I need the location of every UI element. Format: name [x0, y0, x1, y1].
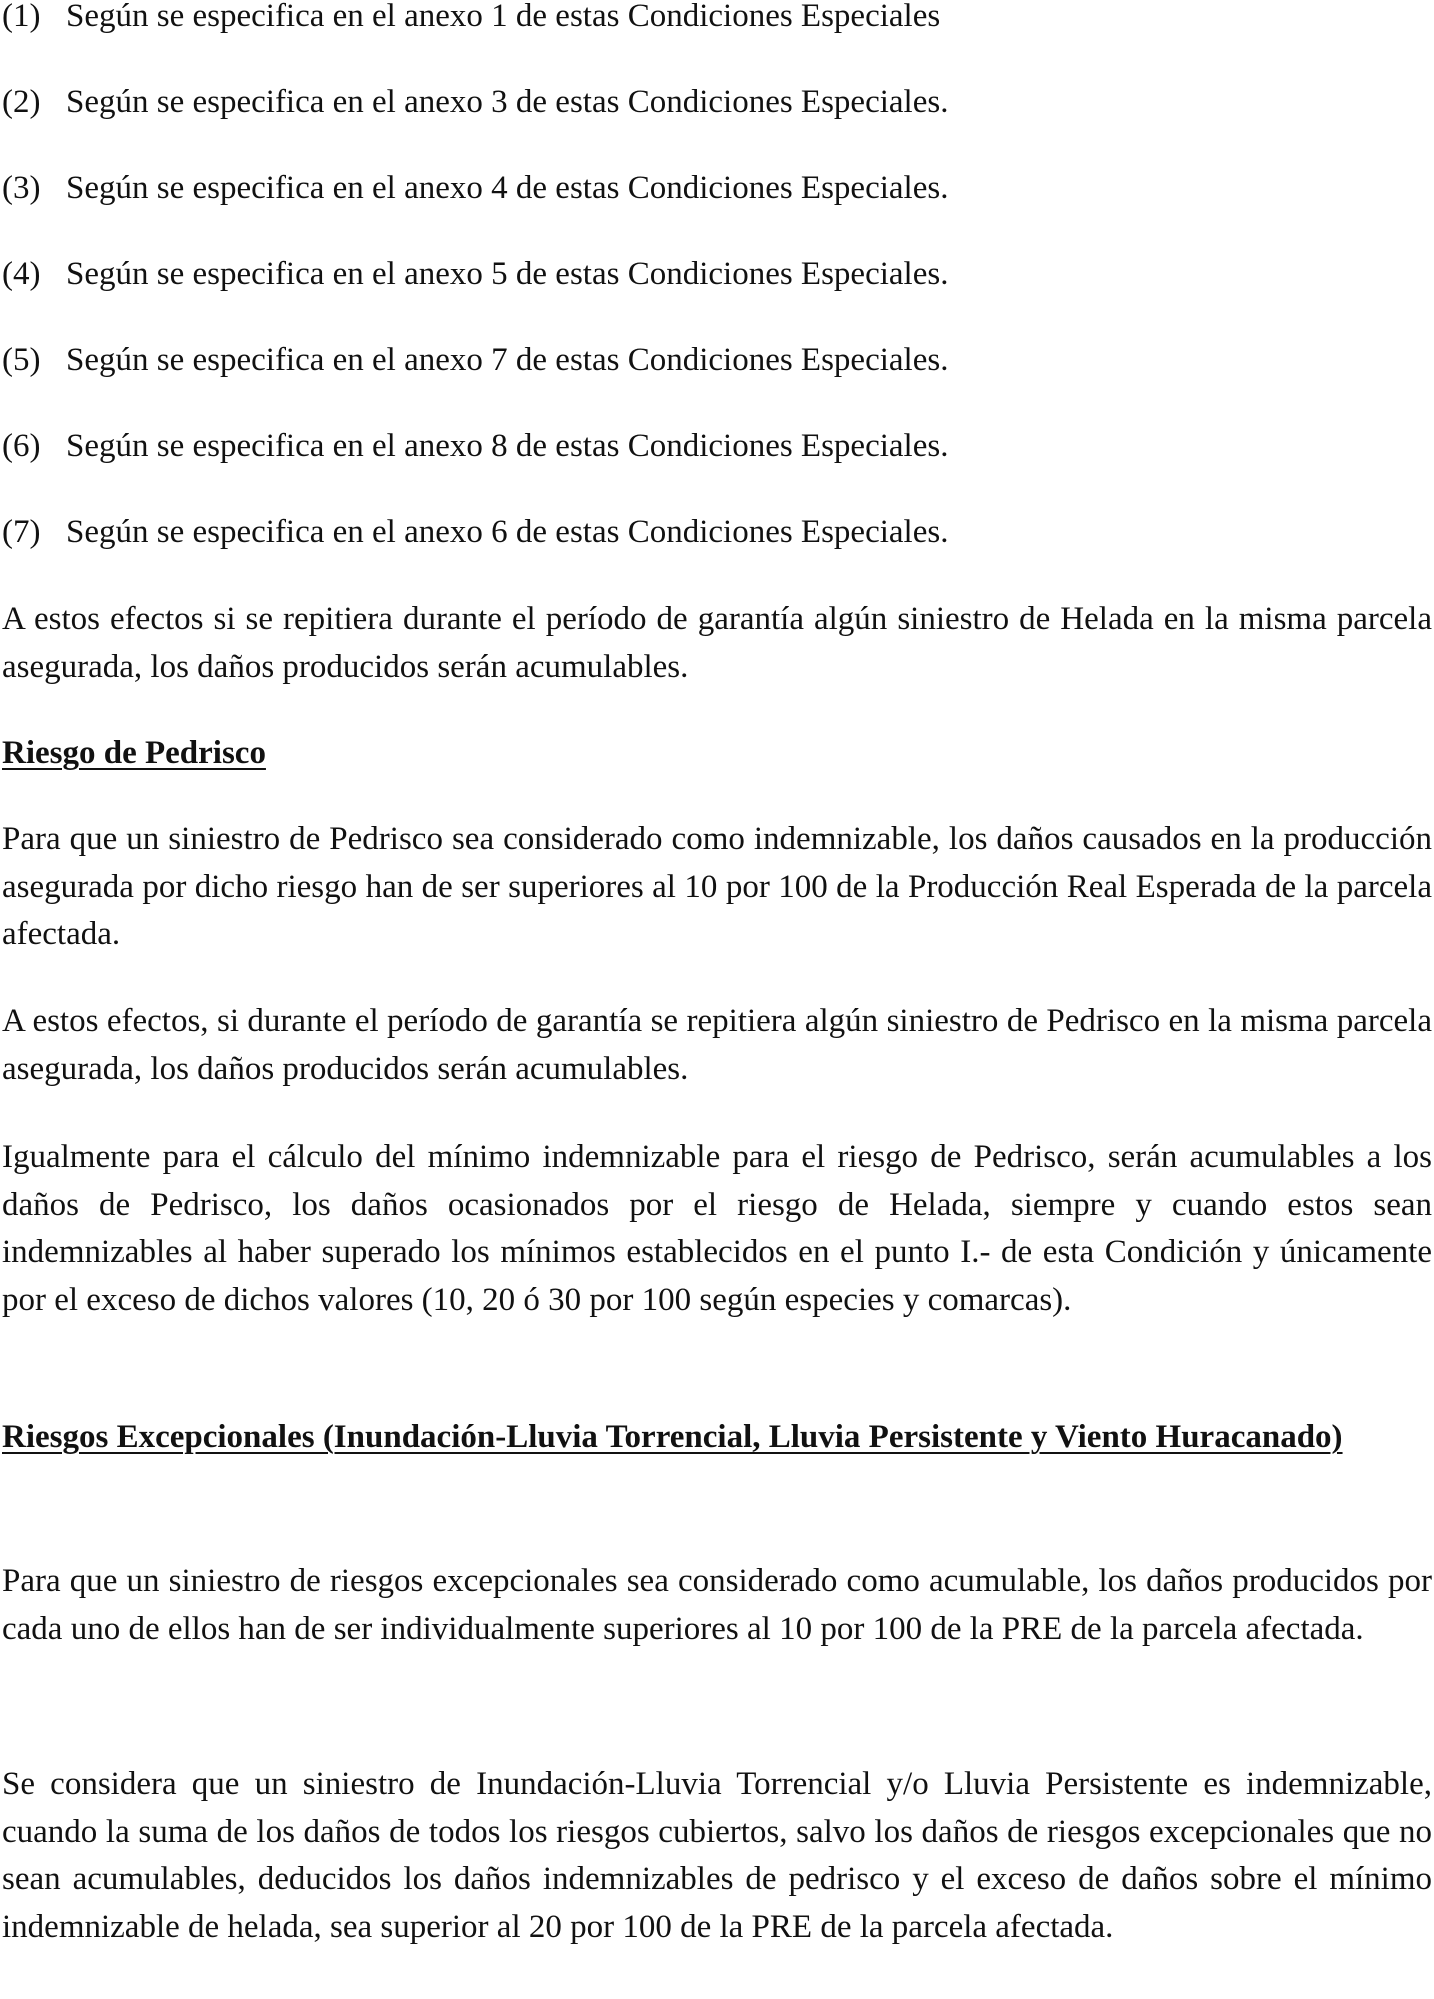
- excepcionales-paragraph-2: Se considera que un siniestro de Inundación-Lluvia Torrencial y/o Lluvia Persistente es indemnizable, cuando la suma de los daños de todos los riesgos cubiertos, salvo los daños de riesgos excepcionales que no sean acumulables, deducidos los daños indemnizables de pedrisco y el exceso de daños sobre el mínimo indemnizable de helada, sea superior al 20 por 100 de la PRE de la parcela afectada.: [2, 1766, 1432, 1945]
- footnote-7: [2, 512, 948, 552]
- footnote-number: (7): [2, 514, 41, 550]
- footnote-number: (1): [2, 0, 41, 34]
- excepcionales-paragraph-1: Para que un siniestro de riesgos excepcionales sea considerado como acumulable, los daños producidos por cada uno de ellos han de ser individualmente superiores al 10 por 100 de la PRE de la parcela afectada.: [2, 1563, 1432, 1647]
- footnote-2: [2, 82, 948, 122]
- pedrisco-heading: Riesgo de Pedrisco: [2, 735, 266, 771]
- footnote-text: Según se especifica en el anexo 6 de estas Condiciones Especiales.: [66, 514, 949, 550]
- helada-paragraph: A estos efectos si se repitiera durante el período de garantía algún siniestro de Helada en la misma parcela asegurada, los daños producidos serán acumulables.: [2, 601, 1432, 685]
- footnote-6: [2, 426, 948, 466]
- footnote-number: (3): [2, 170, 41, 206]
- excepcionales-heading: Riesgos Excepcionales (Inundación-Lluvia Torrencial, Lluvia Persistente y Viento Huracanado): [2, 1419, 1343, 1455]
- footnote-text: Según se especifica en el anexo 7 de estas Condiciones Especiales.: [66, 342, 949, 378]
- footnote-number: (2): [2, 84, 41, 120]
- footnote-1: [2, 0, 940, 36]
- pedrisco-paragraph-2: A estos efectos, si durante el período de garantía se repitiera algún siniestro de Pedrisco en la misma parcela asegurada, los daños producidos serán acumulables.: [2, 1003, 1432, 1087]
- footnote-number: (5): [2, 342, 41, 378]
- footnote-text: Según se especifica en el anexo 5 de estas Condiciones Especiales.: [66, 256, 949, 292]
- pedrisco-paragraph-3: Igualmente para el cálculo del mínimo indemnizable para el riesgo de Pedrisco, serán acumulables a los daños de Pedrisco, los daños ocasionados por el riesgo de Helada, siempre y cuando estos sean indemnizables al haber superado los mínimos establecidos en el punto I.- de esta Condición y únicamente por el exceso de dichos valores (10, 20 ó 30 por 100 según especies y comarcas).: [2, 1139, 1432, 1318]
- footnote-text: Según se especifica en el anexo 1 de estas Condiciones Especiales: [66, 0, 941, 34]
- footnote-number: (4): [2, 256, 41, 292]
- footnote-text: Según se especifica en el anexo 4 de estas Condiciones Especiales.: [66, 170, 949, 206]
- footnote-3: [2, 168, 948, 208]
- footnote-4: [2, 254, 948, 294]
- footnote-number: (6): [2, 428, 41, 464]
- pedrisco-paragraph-1: Para que un siniestro de Pedrisco sea considerado como indemnizable, los daños causados en la producción asegurada por dicho riesgo han de ser superiores al 10 por 100 de la Producción Real Esperada de la parcela afectada.: [2, 821, 1432, 952]
- footnote-5: [2, 340, 948, 380]
- footnote-text: Según se especifica en el anexo 8 de estas Condiciones Especiales.: [66, 428, 949, 464]
- footnote-text: Según se especifica en el anexo 3 de estas Condiciones Especiales.: [66, 84, 949, 120]
